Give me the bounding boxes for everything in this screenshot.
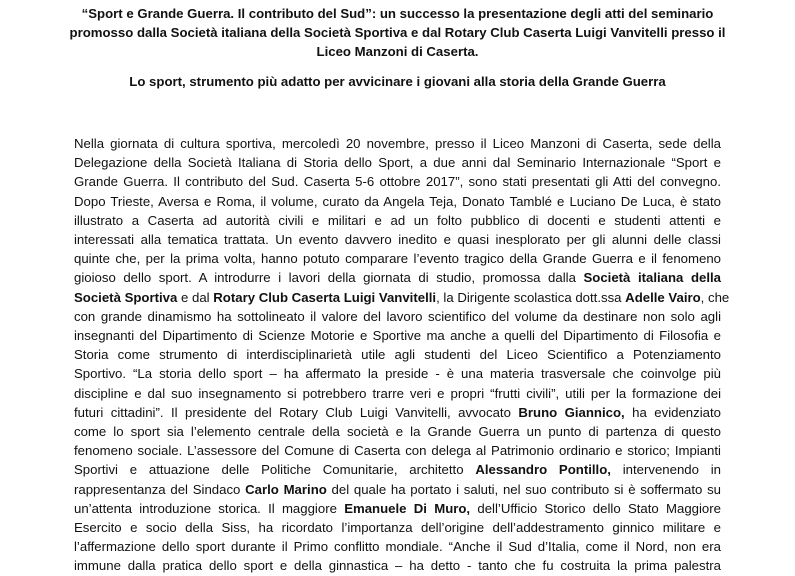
text-run: Esercito e socio della Siss, ha ricordato l’importanza dell’origine dell’addestramento ginnico militare e — [74, 520, 721, 536]
paragraph-line — [74, 172, 721, 191]
title-line: promosso dalla Società italiana della Società Sportiva e dal Rotary Club Caserta Luigi Vanvitelli presso il — [69, 25, 726, 40]
article-body — [74, 134, 730, 576]
paragraph-line — [74, 556, 721, 575]
text-run: ha evidenziato — [624, 404, 721, 420]
text-run: dell’Ufficio Storico dello Stato Maggiore — [470, 500, 721, 516]
paragraph-line — [74, 364, 721, 383]
paragraph-line — [74, 384, 721, 403]
text-run: gioioso dello sport. A introdurre i lavori della giornata di studio, promossa dalla — [74, 270, 584, 286]
text-run: Delegazione della Società Italiana di Storia dello Sport, a due anni dal Seminario Internazionale “Sport e — [74, 155, 721, 171]
text-run: e dal — [177, 289, 214, 305]
paragraph-line — [74, 499, 721, 518]
bold-name: Emanuele Di Muro, — [344, 500, 471, 516]
text-run: Nella giornata di cultura sportiva, mercoledì 20 novembre, presso il Liceo Manzoni di Caserta, sede della — [74, 136, 721, 151]
paragraph-line — [74, 134, 721, 153]
text-run: futuri cittadini”. Il presidente del Rotary Club Luigi Vanvitelli, avvocato — [74, 404, 519, 420]
paragraph-line — [74, 460, 721, 479]
paragraph-line — [74, 480, 721, 499]
text-run: con grande dinamismo ha sottolineato il valore del lavoro scientifico del volume da destinare non solo agli — [74, 308, 721, 324]
document-title — [40, 4, 755, 61]
title-line: “Sport e Grande Guerra. Il contributo del Sud”: un successo la presentazione degli atti del seminario — [81, 6, 714, 21]
bold-name: Società Sportiva — [74, 289, 178, 305]
text-run: interessati alla tematica trattata. Un evento davvero inedito e quasi inesplorato per gli alunni delle classi — [74, 232, 721, 248]
paragraph-line — [74, 403, 721, 422]
text-run: intervenendo in — [610, 462, 721, 478]
paragraph-line — [74, 153, 721, 172]
text-run: Dopo Trieste, Aversa e Roma, il volume, curato da Angela Teja, Donato Tamblé e Luciano De Luca, è stato — [74, 193, 721, 209]
paragraph-line — [74, 441, 721, 460]
paragraph-line — [74, 307, 721, 326]
bold-name: Rotary Club Caserta Luigi Vanvitelli — [213, 289, 437, 305]
paragraph-line — [74, 230, 721, 249]
text-run: , la Dirigente scolastica dott.ssa — [436, 289, 626, 305]
text-run: immune dalla pratica dello sport e della ginnastica – ha detto - tanto che fu costruita la prima palestra — [74, 558, 721, 574]
bold-name: Società italiana della — [583, 270, 721, 286]
text-run: insegnanti del Dipartimento di Scienze Motorie e Sportive ma anche a quelli del Dipartimento di Filosofia e — [74, 328, 721, 344]
paragraph-line — [74, 518, 721, 537]
text-run: come lo sport sia l’elemento centrale della società e la Grande Guerra un punto di partenza di questo — [74, 424, 721, 440]
paragraph-line — [74, 422, 721, 441]
paragraph-line — [74, 211, 721, 230]
title-line: Liceo Manzoni di Caserta. — [316, 44, 479, 59]
text-run: Storia come strumento di interdisciplinarietà utile agli studenti del Liceo Scientifico a Potenziamento — [74, 347, 721, 363]
text-run: Sportivi e attuazione delle Politiche Comunitarie, architetto — [74, 462, 476, 478]
paragraph-line — [74, 537, 721, 556]
bold-name: Carlo Marino — [245, 481, 327, 497]
paragraph-line — [74, 326, 721, 345]
paragraph-line — [74, 249, 721, 268]
text-run: del quale ha portato i saluti, nel suo contributo si è soffermato su — [326, 481, 722, 497]
paragraph-line — [74, 268, 721, 287]
paragraph-line — [74, 192, 721, 211]
document-subtitle: Lo sport, strumento più adatto per avvicinare i giovani alla storia della Grande Guerra — [129, 74, 666, 89]
text-run: Sportivo. “La storia dello sport – ha affermato la preside - è una materia trasversale che coinvolge più — [74, 366, 721, 382]
bold-name: Bruno Giannico, — [518, 404, 625, 420]
text-run: rappresentanza del Sindaco — [74, 481, 246, 497]
bold-name: Adelle Vairo — [625, 289, 701, 305]
text-run: fenomeno sociale. L’assessore del Comune di Caserta con delega al Patrimonio ordinario e storico; Impianti — [74, 443, 721, 459]
text-run: quinte che, per la prima volta, hanno potuto comparare l’evento tragico della Grande Guerra e il fenomeno — [74, 251, 721, 267]
paragraph-line — [74, 345, 721, 364]
text-run: illustrato a Caserta ad autorità civili e militari e ad un folto pubblico di docenti e studenti attenti e — [74, 212, 721, 228]
text-run: Grande Guerra. Il contributo del Sud. Caserta 5-6 ottobre 2017”, sono stati presentati gli Atti del convegno. — [74, 174, 721, 190]
text-run: l’affermazione dello sport durante il Primo conflitto mondiale. “Anche il Sud d’Italia, come il Nord, non era — [74, 539, 721, 555]
paragraph-line — [74, 288, 730, 307]
bold-name: Alessandro Pontillo, — [475, 462, 611, 478]
text-run: , che — [700, 289, 730, 305]
text-run: un’attenta introduzione storica. Il maggiore — [74, 500, 345, 516]
text-run: discipline e dal suo insegnamento si potrebbero trarre veri e propri “frutti civili”, utili per la formazione dei — [74, 385, 721, 401]
